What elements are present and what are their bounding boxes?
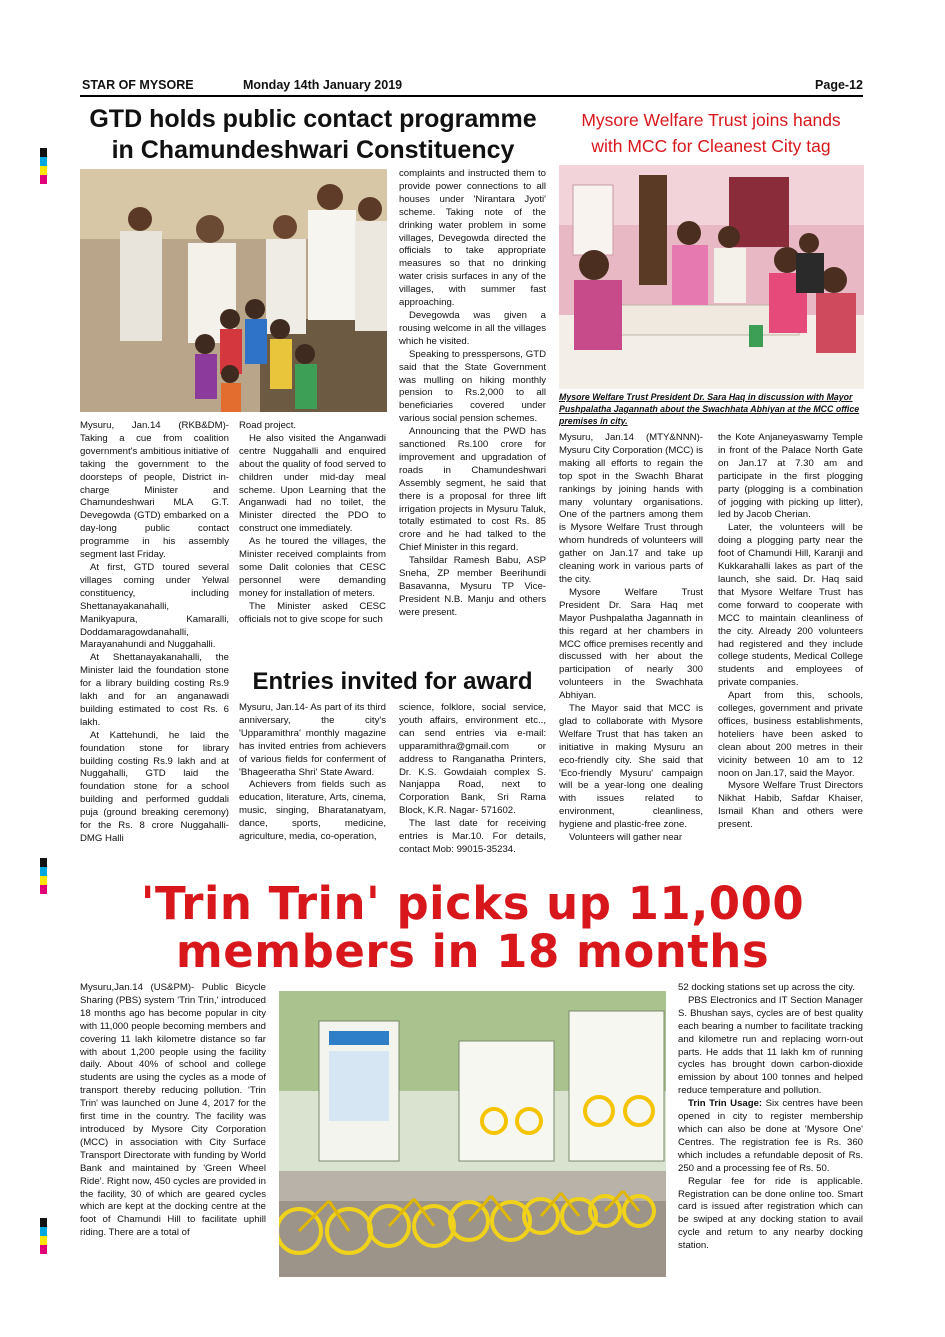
story3-paragraph: Mysore Welfare Trust President Dr. Sara Haq met Mayor Pushpalatha Jagannath in this regard at her chambers in MCC office premises recently and discussed with her about the participation of nearly 300 volunteers in the Swachhata Abhiyan. [559,586,703,702]
story3-paragraph: Mysore Welfare Trust Directors Nikhat Habib, Safdar Khaiser, Ismail Khan and others were present. [718,780,863,831]
color-registration-bar-mid [40,858,47,894]
story2-column-2 [399,702,546,870]
story3-headline-line2: with MCC for Cleanest City tag [591,136,831,156]
color-registration-bar-bottom [40,1218,47,1254]
story1-paragraph: Announcing that the PWD has sanctioned Rs.100 crore for improvement and upgradation of roads in Chamundeshwari Assembly segment, he said that there is a proposal for three lift irrigation projects in Mysuru Taluk, totally estimated to cost Rs. 85 crore and he had talked to the Chief Minister in this regard. [399,426,546,554]
story1-headline [80,104,546,166]
story1-paragraph: complaints and instructed them to provide power connections to all houses under 'Nirantara Jyoti' scheme. Taking note of the drinking water problem in some villages, Devegowda directed the officials to take appropriate measures so that no drinking water crisis surfaces in any of the villages, with summer fast approaching. [399,168,546,309]
story4-paragraph: PBS Electronics and IT Section Manager S. Bhushan says, cycles are of best quality each bearing a number to facilitate tracking and kilometre run and replacing worn-out parts. He adds that 11 lakh km of running cycles has brought down carbon-dioxide emission by about 100 tonnes and helped reduce temperature and pollution. [678,994,863,1097]
story4-photo [279,991,666,1277]
page-number: Page-12 [815,78,863,92]
story1-paragraph: He also visited the Anganwadi centre Nuggahalli and enquired about the quality of food served to children under mid-day meal scheme. Upon Learning that the Anganwadi had no toilet, the Minister directed the PDO to construct one immediately. [239,432,386,535]
story3-paragraph: Apart from this, schools, colleges, government and private offices, business establishments, hoteliers have been asked to clean about 200 metres in their vicinity between 10 am to 12 noon on Jan.17, said the Mayor. [718,690,863,779]
story1-paragraph: The Minister asked CESC officials not to give scope for such [239,600,386,625]
story3-paragraph: the Kote Anjaneyaswamy Temple in front of the Palace North Gate on Jan.17 at 7.30 am and participate in the first plogging party (plogging is a combination of jogging with picking up litter), led by Jacob Cherian. [718,432,863,521]
story3-column-1 [559,432,703,872]
mayor-meeting-photo [559,165,864,389]
story1-column-1 [80,420,229,872]
story1-paragraph: Devegowda was given a rousing welcome in all the villages which he visited. [399,309,546,347]
story1-headline-line1: GTD holds public contact programme [89,105,537,133]
story3-column-2 [718,432,863,872]
story3-headline [558,107,864,159]
color-registration-bar-top [40,148,47,184]
story3-paragraph: Volunteers will gather near [569,832,683,844]
story4-column-1 [80,982,266,1272]
story4-paragraph: Regular fee for ride is applicable. Registration can be done online too. Smart card is issued after registration which can be swiped at any docking station to avail cycle and return to any nearby docking station. [678,1175,863,1252]
story1-column-3 [399,168,546,660]
story3-photo [559,165,864,389]
story1-paragraph: Speaking to presspersons, GTD said that the State Government was mulling on hiking monthly pension to Rs.2,000 to all beneficiaries covered under various social pension schemes. [399,348,546,425]
story4-headline [70,877,875,978]
story1-paragraph: Road project. [239,420,297,431]
story1-column-2 [239,420,386,660]
story3-paragraph: The Mayor said that MCC is glad to collaborate with Mysore Welfare Trust that has taken an initiative in making Mysuru an eco-friendly city. She said that 'Eco-friendly Mysuru' campaign will be a year-long one dealing with issues related to environment, cleanliness, hygiene and plastic-free zone. [559,703,703,831]
story2-paragraph: science, folklore, social service, youth affairs, environment etc.., can send entries via e-mail: upparamithra@gmail.com or address to Ranganatha Printers, Dr. K.S. Gowdaiah complex S. Nanjappa Road, next to Corporation Bank, Sri Rama Block, K.R. Nagar- 571602. [399,702,546,817]
story1-headline-line2: in Chamundeshwari Constituency [111,136,515,164]
story3-paragraph: Later, the volunteers will be doing a plogging party near the foot of Chamundi Hill, Karanji and Kukkarahalli lakes as part of the launch, she said. Dr. Haq said that Mysore Welfare Trust has come forward to cooperate with MCC to maintain cleanliness of the city. Already 200 volunteers had registered and they include college students, Medical College students and employees of private companies. [718,522,863,689]
story3-paragraph: Mysuru, Jan.14 (MTY&NNN)- Mysuru City Corporation (MCC) is making all efforts to regain the top spot in the Swachh Bharat rankings by joining hands with many voluntary organisations. One of the partners among them is Mysore Welfare Trust through whom hundreds of volunteers will gather on Jan.17 and take up cleaning work in various parts of the city. [559,432,703,585]
story1-photo [80,169,387,412]
story1-paragraph: Mysuru, Jan.14 (RKB&DM)- Taking a cue from coalition government's ambitious initiative of taking the government to the doorsteps of people, District in-charge Minister and Chamundeshwari MLA G.T. Devegowda (GTD) embarked on a day-long public contact programme in his assembly segment last Friday. [80,420,229,561]
usage-text: Six centres have been opened in city to register membership which can also be done at 'Mysore One' Centres. The registration fee is Rs. 360 which includes a refundable deposit of Rs. 250 and a processing fee of Rs. 50. [678,1098,863,1174]
paper-name: STAR OF MYSORE [82,78,194,92]
story1-paragraph: At Kattehundi, he laid the foundation stone for library building costing Rs.9 lakh and at Nuggahalli, GTD laid the foundation stone for a school building and performed guddali puja (ground breaking ceremony) for the Rs. 8 crore Nuggahalli-DMG Halli [80,729,229,844]
story1-paragraph: At first, GTD toured several villages coming under Yelwal constituency, including Shettanayakanahalli, Manikyapura, Kamaralli, Doddamaragowdanahalli, Marayanahundi and Nuggahalli. [80,561,229,651]
story4-headline-line1: 'Trin Trin' picks up 11,000 [140,877,805,930]
story2-paragraph: Achievers from fields such as education, literature, Arts, cinema, music, singing, Bharatanatyam, dance, sports, medicine, agriculture, media, co-operation, [239,779,386,843]
story4-headline-line2: members in 18 months [175,925,770,978]
usage-subhead: Trin Trin Usage: [688,1098,763,1110]
story4-paragraph: 52 docking stations set up across the city. [678,982,855,993]
issue-date: Monday 14th January 2019 [243,78,403,92]
story3-headline-line1: Mysore Welfare Trust joins hands [581,110,841,130]
story4-column-2 [678,982,863,1272]
bicycle-docking-station-photo [279,991,666,1277]
story2-column-1 [239,702,386,870]
minister-with-children-photo [80,169,387,412]
story4-paragraph: Mysuru,Jan.14 (US&PM)- Public Bicycle Sharing (PBS) system 'Trin Trin,' introduced 18 months ago has become popular in city with 11,000 people becoming members and covering 11 lakh kilometre distance so far with about 1,200 people using the facility daily. About 40% of school and college students are using the cycles as a mode of transport thereby reducing pollution. 'Trin Trin' was launched on June 4, 2017 for the first time in the country. The facility was introduced by Mysore City Corporation (MCC) in association with City Surface Transport Directorate with funding by World Bank and maintained by 'Green Wheel Ride'. Right now, 450 cycles are provided in the facility, 30 of which are geared cycles which are kept at the docking centre at the foot of Chamundi Hill to facilitate uphill riding. There are a total of [80,982,266,1239]
story1-paragraph: Tahsildar Ramesh Babu, ASP Sneha, ZP member Beerihundi Basavanna, Mysuru TP Vice-President N.B. Manju and others were present. [399,555,546,618]
story2-paragraph: Mysuru, Jan.14- As part of its third anniversary, the city's 'Upparamithra' monthly magazine has invited entries from achievers of various fields for conferment of 'Bhageeratha Shri' State Award. [239,702,386,778]
story2-paragraph: The last date for receiving entries is Mar.10. For details, contact Mob: 99015-35234. [399,818,546,855]
story1-paragraph: As he toured the villages, the Minister received complaints from some Dalit colonies that CESC personnel were demanding money for installation of meters. [239,536,386,599]
story1-paragraph: At Shettanayakanahalli, the Minister laid the foundation stone for a library building costing Rs.9 lakh and for an anganawadi building estimated to cost Rs. 6 lakh. [80,652,229,728]
story3-photo-caption: Mysore Welfare Trust President Dr. Sara Haq in discussion with Mayor Pushpalatha Jagannath about the Swachhata Abhiyan at the MCC office premises in city. [559,392,860,426]
story2-headline: Entries invited for award [252,668,533,695]
masthead [80,77,863,97]
